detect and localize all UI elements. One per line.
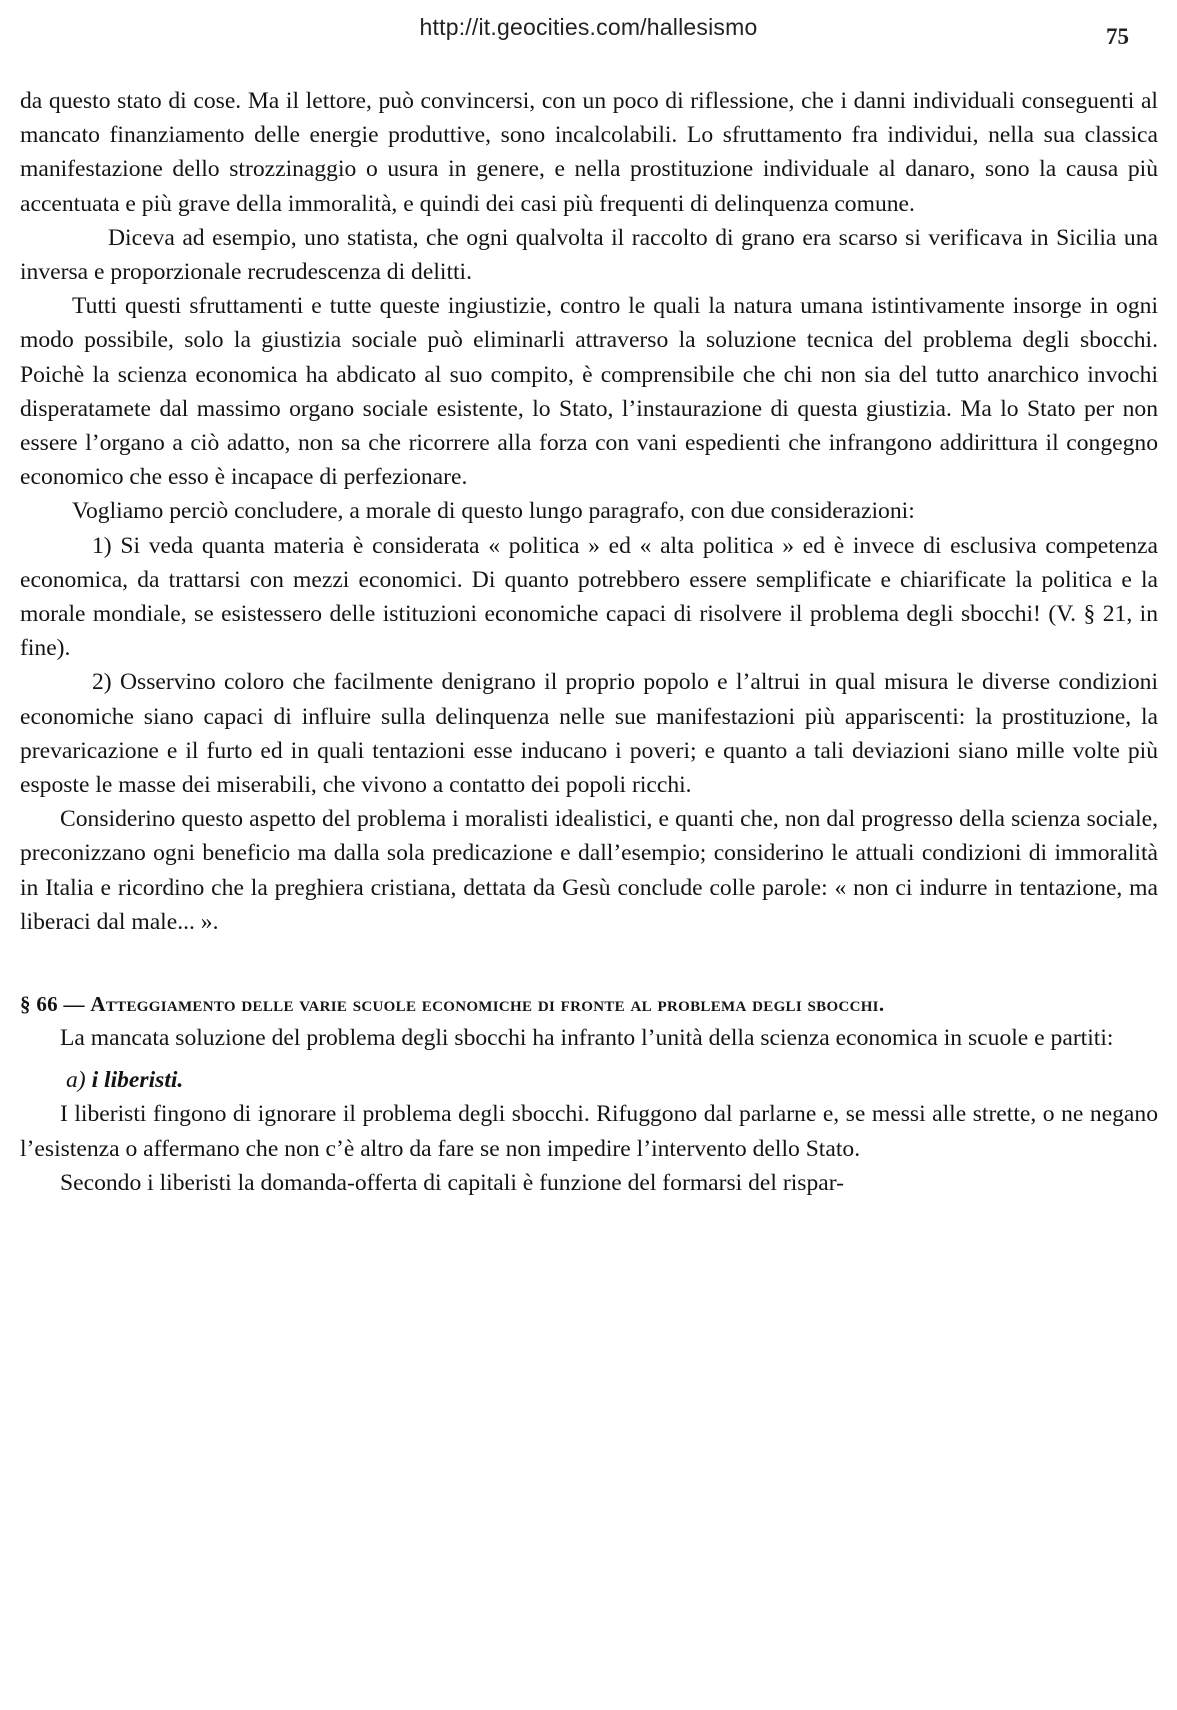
header-url: http://it.geocities.com/hallesismo	[419, 14, 758, 40]
paragraph-continuation: da questo stato di cose. Ma il lettore, può convincersi, con un poco di riflessione, che i danni individuali conseguenti al mancato finanziamento delle energie produttive, sono incalcolabili. Lo sfruttamento fra individui, nella sua classica manifestazione dello strozzinaggio o usura in genere, e nella prostituzione individuale al danaro, sono la causa più accentuata e più grave della immoralità, e quindi dei casi più frequenti di delinquenza comune.	[20, 88, 1158, 217]
subheading	[20, 1063, 1158, 1097]
paragraph-concludere: Vogliamo perciò concludere, a morale di questo lungo paragrafo, con due considerazioni:	[72, 498, 915, 525]
paragraph-statista: Diceva ad esempio, uno statista, che ogni qualvolta il raccolto di grano era scarso si verificava in Sicilia una inversa e proporzionale recrudescenza di delitti.	[20, 224, 1158, 286]
paragraph-sfruttamenti: Tutti questi sfruttamenti e tutte queste ingiustizie, contro le quali la natura umana istintivamente insorge in ogni modo possibile, solo la giustizia sociale può eliminarli attraverso la soluzione tecnica del problema degli sbocchi. Poichè la scienza economica ha abdicato al suo compito, è comprensibile che chi non sia del tutto anarchico invochi disperatamete dal massimo organo sociale esistente, lo Stato, l’instaurazione di questa giustizia. Ma lo Stato per non essere l’organo a ciò adatto, non sa che ricorrere alla forza con vani espedienti che infrangono addirittura il congegno economico che esso è incapace di perfezionare.	[20, 293, 1158, 491]
section-intro: La mancata soluzione del problema degli sbocchi ha infranto l’unità della scienza economica in scuole e partiti:	[60, 1025, 1114, 1052]
paragraph-liberisti: I liberisti fingono di ignorare il problema degli sbocchi. Rifuggono dal parlarne e, se messi alle strette, o ne negano l’esistenza o affermano che non c’è altro da fare se non impedire l’intervento dello Stato.	[20, 1101, 1158, 1162]
page-number: 75	[1106, 24, 1129, 49]
body-text	[20, 84, 1158, 1200]
paragraph-consideration-2: 2) Osservino coloro che facilmente denigrano il proprio popolo e l’altrui in qual misura le diverse condizioni economiche siano capaci di influire sulla delinquenza nelle sue manifestazioni più appariscenti: la prostituzione, la prevaricazione e il furto ed in quali tentazioni esse inducano i poveri; e quanto a tali deviazioni siano mille volte più esposte le masse dei miserabili, che vivono a contatto dei popoli ricchi.	[20, 669, 1158, 799]
subheading-text: i liberisti.	[91, 1067, 184, 1094]
paragraph-secondo: Secondo i liberisti la domanda-offerta di capitali è funzione del formarsi del rispar-	[60, 1169, 844, 1196]
paragraph-consideration-1: 1) Si veda quanta materia è considerata « politica » ed « alta politica » ed è invece di esclusiva competenza economica, da trattarsi con mezzi economici. Di quanto potrebbero essere semplificate e chiarificate la politica e la morale mondiale, se esistessero delle istituzioni economiche capaci di risolvere il problema degli sbocchi! (V. § 21, in fine).	[20, 532, 1158, 662]
section-title: Atteggiamento delle varie scuole economiche di fronte al problema degli sbocchi.	[90, 992, 885, 1017]
section-number: § 66 —	[20, 992, 85, 1017]
paragraph-considerino: Considerino questo aspetto del problema i moralisti idealistici, e quanti che, non dal progresso della scienza sociale, preconizzano ogni beneficio ma dalla sola predicazione e dall’esempio; considerino le attuali condizioni di immoralità in Italia e ricordino che la preghiera cristiana, dettata da Gesù conclude colle parole: « non ci indurre in tentazione, ma liberaci dal male... ».	[20, 806, 1158, 935]
section-heading	[20, 987, 1158, 1021]
subheading-letter: a)	[66, 1067, 86, 1094]
